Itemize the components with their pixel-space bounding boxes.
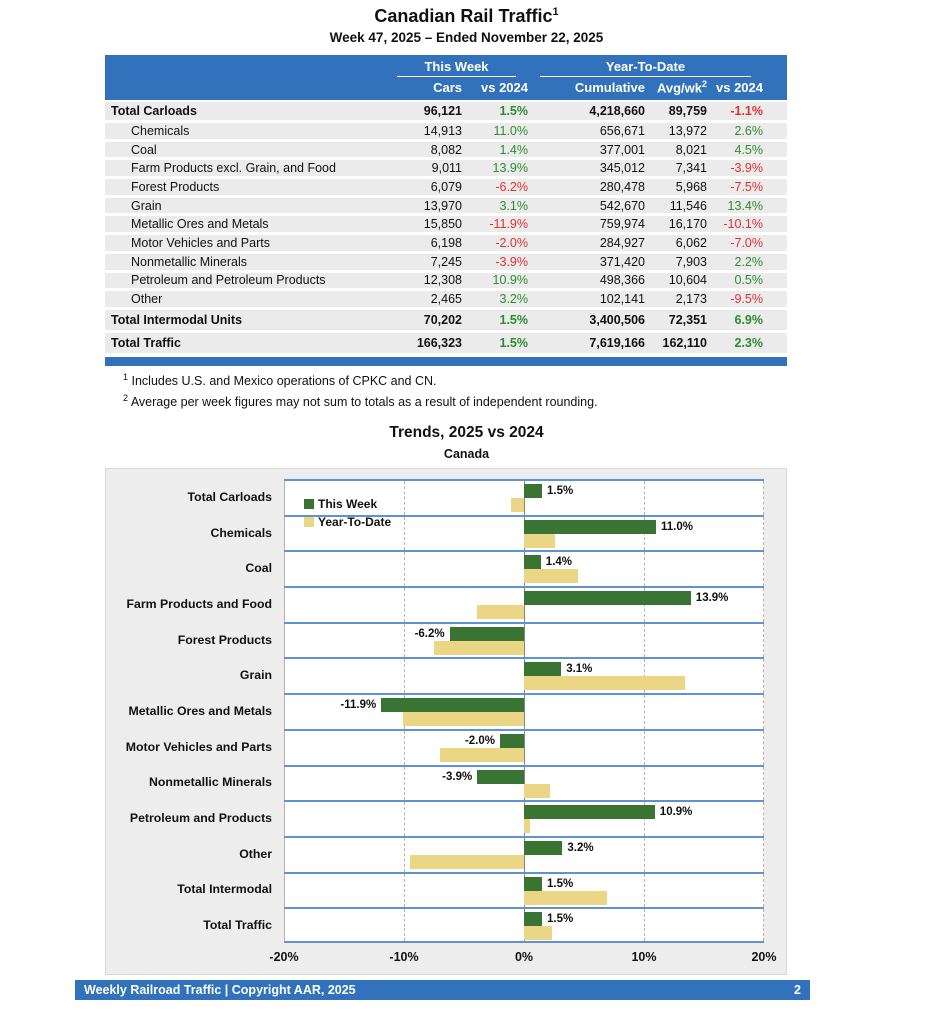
x-tick-neg20: -20%	[269, 950, 299, 964]
ytd-vs-2024-value: 2.3%	[734, 335, 763, 350]
this-week-bar	[500, 734, 524, 748]
chart-category-label: Chemicals	[210, 525, 272, 540]
row-label: Chemicals	[131, 123, 190, 138]
bar-value-label: 1.4%	[545, 556, 573, 569]
chart-row	[106, 907, 786, 943]
footer-bar	[75, 980, 810, 1000]
x-tick-pos20: 20%	[751, 950, 777, 964]
plot-left-edge	[284, 624, 285, 658]
chart-category-label: Total Intermodal	[177, 882, 272, 897]
year-to-date-bar	[440, 748, 524, 762]
this-week-bar	[450, 627, 524, 641]
ytd-vs-2024-value: -10.1%	[723, 217, 763, 232]
avg-per-week-value: 89,759	[668, 104, 707, 118]
year-to-date-bar	[524, 676, 685, 690]
cars-value: 70,202	[423, 312, 462, 327]
chart-category-label: Motor Vehicles and Parts	[125, 739, 272, 754]
bar-value-label: 1.5%	[547, 877, 574, 890]
ytd-vs-2024-value: 13.4%	[727, 198, 763, 213]
cars-value: 96,121	[423, 104, 462, 118]
ytd-vs-2024-value: 0.5%	[734, 273, 763, 288]
gridline-neg10	[404, 909, 405, 941]
chart-row	[106, 836, 786, 872]
row-label: Grain	[131, 198, 162, 213]
chart-plot-cell	[284, 907, 764, 943]
gridline-pos20	[763, 838, 764, 872]
this-week-vs-2024-value: 1.4%	[499, 142, 528, 157]
ytd-vs-2024-value: -7.0%	[730, 235, 763, 250]
cars-value: 13,970	[423, 198, 462, 213]
cumulative-value: 284,927	[599, 235, 645, 250]
cars-value: 12,308	[423, 273, 462, 288]
zero-line	[524, 695, 525, 729]
year-to-date-bar	[434, 641, 524, 655]
year-to-date-bar	[511, 498, 524, 512]
chart-category-label: Other	[239, 846, 272, 861]
chart-row	[106, 693, 786, 729]
col-header-ytd-vs-2024: vs 2024	[716, 80, 763, 95]
page-title	[0, 6, 933, 27]
gridline-pos20	[763, 517, 764, 551]
col-header-cars: Cars	[433, 80, 462, 95]
year-to-date-bar	[524, 534, 555, 548]
row-label: Nonmetallic Minerals	[131, 254, 248, 269]
row-label: Motor Vehicles and Parts	[131, 235, 270, 250]
chart-row	[106, 479, 786, 515]
cars-value: 2,465	[430, 292, 462, 307]
row-label: Total Traffic	[111, 335, 181, 350]
table-row	[105, 291, 787, 310]
gridline-pos10	[644, 624, 645, 658]
gridline-pos10	[644, 552, 645, 586]
legend-item-this-week	[304, 495, 391, 513]
this-week-bar	[524, 841, 562, 855]
year-to-date-bar	[524, 819, 530, 833]
ytd-vs-2024-value: 2.6%	[734, 123, 763, 138]
this-week-vs-2024-value: 1.5%	[499, 335, 528, 350]
col-group-this-week-label: This Week	[397, 59, 516, 77]
ytd-vs-2024-value: -9.5%	[730, 292, 763, 307]
row-label: Forest Products	[131, 179, 220, 194]
plot-left-edge	[284, 588, 285, 622]
gridline-neg10	[404, 517, 405, 551]
table-row	[105, 142, 787, 161]
plot-left-edge	[284, 874, 285, 908]
x-tick-neg10: -10%	[389, 950, 419, 964]
chart-row	[106, 765, 786, 801]
chart-category-label: Forest Products	[177, 632, 272, 647]
this-week-bar	[524, 520, 656, 534]
gridline-pos10	[644, 481, 645, 515]
year-to-date-bar	[410, 855, 524, 869]
year-to-date-bar	[524, 891, 607, 905]
ytd-vs-2024-value: -1.1%	[730, 104, 763, 118]
gridline-pos20	[763, 588, 764, 622]
year-to-date-bar	[477, 605, 524, 619]
gridline-pos10	[644, 874, 645, 908]
avg-per-week-value: 6,062	[675, 235, 707, 250]
trends-chart	[105, 468, 787, 975]
this-week-bar	[381, 698, 524, 712]
table-row	[105, 160, 787, 179]
cumulative-value: 542,670	[599, 198, 645, 213]
table-row	[105, 198, 787, 217]
bar-value-label: 3.2%	[567, 841, 594, 854]
chart-row	[106, 550, 786, 586]
gridline-neg10	[404, 838, 405, 872]
chart-row	[106, 872, 786, 908]
cars-value: 15,850	[423, 217, 462, 232]
cars-value: 14,913	[423, 123, 462, 138]
bar-value-label: 10.9%	[659, 806, 693, 819]
avg-per-week-value: 72,351	[668, 312, 707, 327]
gridline-pos20	[763, 481, 764, 515]
table-body	[105, 100, 787, 356]
avg-per-week-value: 10,604	[668, 273, 707, 288]
row-label: Coal	[131, 142, 157, 157]
cars-value: 166,323	[416, 335, 462, 350]
chart-rows	[106, 479, 786, 943]
this-week-bar	[524, 877, 542, 891]
col-header-avg-per-week-footnote-ref: 2	[701, 79, 707, 90]
gridline-pos10	[644, 695, 645, 729]
x-tick-zero: 0%	[514, 950, 534, 964]
table-row	[105, 123, 787, 142]
gridline-neg10	[404, 802, 405, 836]
x-tick-pos10: 10%	[631, 950, 657, 964]
plot-left-edge	[284, 909, 285, 941]
cumulative-value: 7,619,166	[589, 335, 645, 350]
year-to-date-bar	[524, 784, 550, 798]
gridline-pos20	[763, 874, 764, 908]
bar-value-label: 13.9%	[695, 592, 729, 605]
footer-text: Weekly Railroad Traffic | Copyright AAR, 2025	[84, 983, 356, 997]
bar-value-label: -11.9%	[340, 699, 377, 712]
plot-left-edge	[284, 481, 285, 515]
rail-traffic-table	[105, 55, 787, 356]
gridline-neg10	[404, 481, 405, 515]
avg-per-week-value: 162,110	[662, 335, 707, 350]
this-week-vs-2024-value: -2.0%	[495, 235, 528, 250]
gridline-pos20	[763, 695, 764, 729]
chart-plot-cell	[284, 657, 764, 693]
cars-value: 8,082	[430, 142, 462, 157]
chart-category-label: Nonmetallic Minerals	[148, 775, 272, 790]
footnote-2-marker: 2	[123, 393, 129, 404]
this-week-vs-2024-value: 13.9%	[492, 161, 528, 176]
footnotes	[123, 372, 598, 414]
x-axis	[106, 950, 788, 970]
footnote-2-text: Average per week figures may not sum to totals as a result of independent rounding.	[130, 395, 598, 410]
table-header	[105, 55, 787, 100]
gridline-neg10	[404, 767, 405, 801]
gridline-neg10	[404, 659, 405, 693]
table-row	[105, 254, 787, 273]
legend-item-year-to-date	[304, 513, 391, 531]
avg-per-week-value: 2,173	[675, 292, 707, 307]
this-week-vs-2024-value: 3.2%	[499, 292, 528, 307]
bar-value-label: -6.2%	[414, 627, 445, 640]
chart-title: Trends, 2025 vs 2024	[389, 424, 544, 441]
cumulative-value: 377,001	[599, 142, 645, 157]
table-column-header-row	[105, 77, 787, 100]
gridline-pos20	[763, 909, 764, 941]
gridline-neg10	[404, 552, 405, 586]
this-week-bar	[524, 912, 542, 926]
this-week-vs-2024-value: 1.5%	[499, 104, 528, 118]
chart-row	[106, 586, 786, 622]
chart-category-label: Farm Products and Food	[126, 596, 272, 611]
ytd-vs-2024-value: 4.5%	[734, 142, 763, 157]
this-week-bar	[477, 770, 524, 784]
plot-left-edge	[284, 838, 285, 872]
plot-left-edge	[284, 695, 285, 729]
row-label: Total Carloads	[111, 104, 197, 118]
bar-value-label: 1.5%	[547, 913, 574, 926]
col-header-this-week-vs-2024: vs 2024	[481, 80, 528, 95]
avg-per-week-value: 11,546	[669, 198, 707, 213]
chart-row	[106, 515, 786, 551]
cumulative-value: 102,141	[599, 292, 645, 307]
row-label: Farm Products excl. Grain, and Food	[131, 161, 336, 176]
cars-value: 9,011	[431, 161, 462, 176]
col-group-year-to-date-label: Year-To-Date	[540, 59, 751, 77]
cumulative-value: 498,366	[599, 273, 645, 288]
chart-row	[106, 729, 786, 765]
gridline-neg10	[404, 874, 405, 908]
chart-plot-cell	[284, 836, 764, 872]
footnote-1-text: Includes U.S. and Mexico operations of CPKC and CN.	[131, 374, 437, 389]
row-label: Other	[131, 292, 163, 307]
table-row	[105, 310, 787, 333]
cars-value: 6,198	[430, 235, 462, 250]
avg-per-week-value: 8,021	[675, 142, 707, 157]
this-week-vs-2024-value: 3.1%	[499, 198, 528, 213]
gridline-pos20	[763, 552, 764, 586]
bar-value-label: 3.1%	[566, 663, 593, 676]
this-week-bar	[524, 555, 541, 569]
ytd-vs-2024-value: -3.9%	[730, 161, 763, 176]
col-header-cumulative: Cumulative	[574, 80, 645, 95]
gridline-neg10	[404, 588, 405, 622]
col-group-year-to-date	[528, 59, 763, 77]
gridline-neg10	[404, 731, 405, 765]
chart-row	[106, 657, 786, 693]
legend-year-to-date-label: Year-To-Date	[318, 515, 392, 529]
this-week-vs-2024-value: -6.2%	[495, 179, 528, 194]
year-to-date-bar	[403, 712, 524, 726]
plot-left-edge	[284, 767, 285, 801]
avg-per-week-value: 7,341	[675, 161, 707, 176]
chart-category-label: Coal	[245, 561, 272, 576]
chart-plot-cell	[284, 622, 764, 658]
this-week-vs-2024-value: -11.9%	[489, 217, 528, 232]
this-week-vs-2024-value: -3.9%	[495, 254, 528, 269]
plot-left-edge	[284, 517, 285, 551]
chart-plot-cell	[284, 550, 764, 586]
table-row	[105, 179, 787, 198]
gridline-pos10	[644, 767, 645, 801]
gridline-pos20	[763, 624, 764, 658]
gridline-pos10	[644, 838, 645, 872]
this-week-bar	[524, 591, 691, 605]
this-week-vs-2024-value: 11.0%	[493, 123, 528, 138]
ytd-vs-2024-value: 2.2%	[734, 254, 763, 269]
page-title-footnote-ref: 1	[552, 6, 559, 18]
avg-per-week-value: 13,972	[668, 123, 707, 138]
this-week-swatch-icon	[304, 499, 314, 509]
cumulative-value: 3,400,506	[589, 312, 645, 327]
plot-left-edge	[284, 552, 285, 586]
avg-per-week-value: 7,903	[675, 254, 707, 269]
avg-per-week-value: 16,170	[668, 217, 707, 232]
cumulative-value: 656,671	[599, 123, 645, 138]
avg-per-week-value: 5,968	[675, 179, 707, 194]
plot-left-edge	[284, 731, 285, 765]
footnote-1	[123, 372, 598, 388]
chart-category-label: Metallic Ores and Metals	[128, 703, 272, 718]
legend-this-week-label: This Week	[318, 497, 378, 511]
table-group-header-row	[105, 55, 787, 77]
bar-value-label: -2.0%	[464, 734, 495, 747]
gridline-neg10	[404, 624, 405, 658]
chart-subtitle: Canada	[443, 447, 490, 461]
page-subtitle: Week 47, 2025 – Ended November 22, 2025	[329, 30, 604, 45]
bar-value-label: 11.0%	[661, 520, 693, 533]
row-label: Metallic Ores and Metals	[131, 217, 269, 232]
cars-value: 7,245	[430, 254, 462, 269]
table-row	[105, 100, 787, 123]
gridline-pos10	[644, 909, 645, 941]
bar-value-label: -3.9%	[442, 770, 473, 783]
chart-category-label: Petroleum and Products	[129, 811, 272, 826]
chart-plot-cell	[284, 729, 764, 765]
this-week-vs-2024-value: 10.9%	[492, 273, 528, 288]
footnote-1-marker: 1	[123, 372, 129, 382]
cumulative-value: 4,218,660	[589, 104, 645, 118]
zero-line	[524, 624, 525, 658]
chart-row	[106, 800, 786, 836]
gridline-pos20	[763, 802, 764, 836]
ytd-vs-2024-value: -7.5%	[730, 179, 763, 194]
chart-plot-cell	[284, 765, 764, 801]
this-week-bar	[524, 662, 561, 676]
col-header-avg-per-week-label: Avg/wk	[656, 80, 702, 96]
table-bottom-bar	[105, 357, 787, 366]
this-week-bar	[524, 484, 542, 498]
footer-page-number: 2	[794, 983, 801, 997]
cumulative-value: 759,974	[599, 217, 645, 232]
col-group-this-week	[385, 59, 528, 77]
page-title-text: Canadian Rail Traffic	[374, 6, 553, 26]
year-to-date-bar	[524, 926, 552, 940]
year-to-date-bar	[524, 569, 578, 583]
cumulative-value: 371,420	[599, 254, 645, 269]
year-to-date-swatch-icon	[304, 517, 314, 527]
bar-value-label: 1.5%	[547, 485, 574, 497]
cumulative-value: 345,012	[599, 161, 645, 176]
table-row	[105, 273, 787, 292]
zero-line	[524, 731, 525, 765]
report-header	[0, 6, 933, 45]
chart-category-label: Total Carloads	[187, 489, 272, 504]
plot-left-edge	[284, 802, 285, 836]
chart-plot-cell	[284, 800, 764, 836]
chart-legend	[304, 495, 391, 531]
gridline-pos10	[644, 731, 645, 765]
row-label: Total Intermodal Units	[111, 312, 243, 327]
gridline-pos20	[763, 731, 764, 765]
chart-category-label: Total Traffic	[203, 918, 272, 933]
chart-category-label: Grain	[239, 668, 272, 683]
footnote-2	[123, 393, 598, 409]
gridline-pos20	[763, 659, 764, 693]
gridline-pos20	[763, 767, 764, 801]
cumulative-value: 280,478	[599, 179, 645, 194]
chart-plot-cell	[284, 586, 764, 622]
plot-left-edge	[284, 659, 285, 693]
cars-value: 6,079	[430, 179, 462, 194]
table-row	[105, 235, 787, 254]
col-header-avg-per-week	[645, 79, 707, 95]
this-week-vs-2024-value: 1.5%	[499, 312, 528, 327]
this-week-bar	[524, 805, 655, 819]
row-label: Petroleum and Petroleum Products	[131, 273, 326, 288]
table-row	[105, 333, 787, 356]
ytd-vs-2024-value: 6.9%	[734, 312, 763, 327]
chart-plot-cell	[284, 872, 764, 908]
chart-row	[106, 622, 786, 658]
chart-plot-cell	[284, 693, 764, 729]
table-row	[105, 216, 787, 235]
